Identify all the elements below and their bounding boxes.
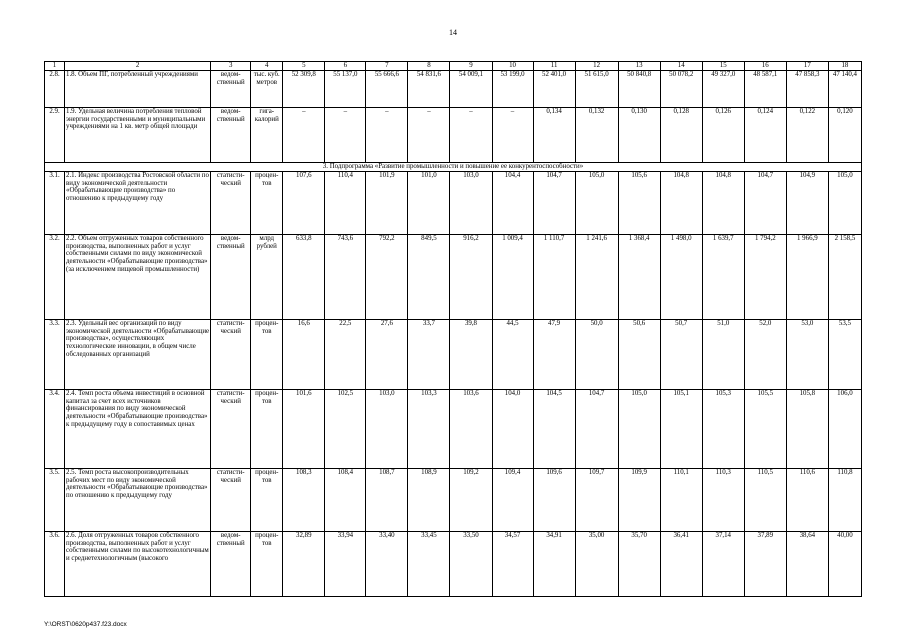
value-cell: 110,3 — [702, 469, 744, 532]
value-cell: 1 498,0 — [660, 235, 702, 320]
value-cell: 633,8 — [283, 235, 325, 320]
value-cell: 104,8 — [702, 172, 744, 235]
value-cell: 104,9 — [786, 172, 828, 235]
value-cell: 1 110,7 — [533, 235, 575, 320]
value-cell: 743,6 — [325, 235, 366, 320]
value-cell: 0,124 — [744, 108, 786, 163]
file-path-footer: Y:\ORST\0620p437.f23.docx — [44, 621, 127, 628]
value-cell: 48 587,1 — [744, 71, 786, 108]
value-cell: 103,0 — [366, 390, 408, 469]
value-cell: 53 199,0 — [492, 71, 533, 108]
table-row — [45, 390, 862, 469]
value-cell: 109,9 — [618, 469, 660, 532]
value-cell: 37,14 — [702, 532, 744, 597]
value-cell: 49 327,0 — [702, 71, 744, 108]
value-cell: 105,5 — [744, 390, 786, 469]
value-cell: 106,0 — [828, 390, 861, 469]
table-row — [45, 172, 862, 235]
column-header: 16 — [744, 62, 786, 71]
value-cell: – — [366, 108, 408, 163]
row-number: 3.5. — [45, 469, 65, 532]
value-cell: 39,8 — [450, 320, 492, 390]
value-cell: 50,7 — [660, 320, 702, 390]
value-cell: 35,00 — [575, 532, 618, 597]
value-cell: 109,4 — [492, 469, 533, 532]
value-cell: 104,7 — [533, 172, 575, 235]
value-cell: 792,2 — [366, 235, 408, 320]
value-cell: 103,6 — [450, 390, 492, 469]
value-cell: 33,7 — [408, 320, 450, 390]
row-number: 3.2. — [45, 235, 65, 320]
indicators-table — [44, 61, 862, 597]
value-cell: 105,0 — [828, 172, 861, 235]
column-header: 14 — [660, 62, 702, 71]
indicator-name: 2.6. Доля отгруженных товаров собственного производства, выполненных работ и услуг собственными силами по высокотехнологичным и среднетехнологичным (высокого — [65, 532, 211, 597]
unit-of-measure: процен-тов — [251, 172, 283, 235]
value-cell: 33,94 — [325, 532, 366, 597]
value-cell: 51,0 — [702, 320, 744, 390]
column-header: 7 — [366, 62, 408, 71]
data-source: статисти-ческий — [211, 469, 251, 532]
unit-of-measure: процен-тов — [251, 320, 283, 390]
row-number: 3.6. — [45, 532, 65, 597]
page-number: 14 — [449, 28, 457, 37]
section-row — [45, 163, 862, 172]
indicator-name: 2.5. Темп роста высокопроизводительных рабочих мест по виду экономической деятельности «Обрабатывающие производства» по отношению к предыдущему году — [65, 469, 211, 532]
value-cell: 105,8 — [786, 390, 828, 469]
value-cell: 55 666,6 — [366, 71, 408, 108]
indicator-name: 1.9. Удельная величина потребления тепловой энергии государственными и муниципальными учреждениями на 1 кв. метр общей площади — [65, 108, 211, 163]
value-cell: 103,3 — [408, 390, 450, 469]
value-cell: 102,5 — [325, 390, 366, 469]
value-cell: 27,6 — [366, 320, 408, 390]
column-header: 15 — [702, 62, 744, 71]
value-cell: 32,89 — [283, 532, 325, 597]
value-cell: 104,4 — [492, 172, 533, 235]
column-header: 12 — [575, 62, 618, 71]
value-cell: 108,4 — [325, 469, 366, 532]
data-source: ведом-ственный — [211, 235, 251, 320]
value-cell: 105,1 — [660, 390, 702, 469]
column-header: 18 — [828, 62, 861, 71]
unit-of-measure: гига-калорий — [251, 108, 283, 163]
column-header: 1 — [45, 62, 65, 71]
column-header: 10 — [492, 62, 533, 71]
table-row — [45, 235, 862, 320]
value-cell: 110,6 — [786, 469, 828, 532]
value-cell: 47 858,3 — [786, 71, 828, 108]
value-cell: 16,6 — [283, 320, 325, 390]
value-cell: 0,120 — [828, 108, 861, 163]
column-header: 17 — [786, 62, 828, 71]
indicator-name: 2.4. Темп роста объема инвестиций в основной капитал за счет всех источников финансирования по виду экономической деятельности «Обрабатывающие производства» к предыдущему году в сопоставимых ценах — [65, 390, 211, 469]
column-header: 8 — [408, 62, 450, 71]
value-cell: 2 158,5 — [828, 235, 861, 320]
value-cell: 54 009,1 — [450, 71, 492, 108]
value-cell: 1 794,2 — [744, 235, 786, 320]
value-cell: 35,70 — [618, 532, 660, 597]
unit-of-measure: процен-тов — [251, 390, 283, 469]
value-cell: – — [450, 108, 492, 163]
value-cell: 33,50 — [450, 532, 492, 597]
column-header: 11 — [533, 62, 575, 71]
table-row — [45, 108, 862, 163]
value-cell: 53,5 — [828, 320, 861, 390]
column-header: 3 — [211, 62, 251, 71]
value-cell: 1 966,9 — [786, 235, 828, 320]
value-cell: – — [325, 108, 366, 163]
data-source: статисти-ческий — [211, 320, 251, 390]
value-cell: 1 639,7 — [702, 235, 744, 320]
column-header: 2 — [65, 62, 211, 71]
value-cell: 110,4 — [325, 172, 366, 235]
value-cell: 50,6 — [618, 320, 660, 390]
value-cell: 44,5 — [492, 320, 533, 390]
value-cell: 0,126 — [702, 108, 744, 163]
value-cell: 50,0 — [575, 320, 618, 390]
table-header-row — [45, 62, 862, 71]
row-number: 3.1. — [45, 172, 65, 235]
row-number: 2.8. — [45, 71, 65, 108]
data-source: статисти-ческий — [211, 172, 251, 235]
value-cell: 1 009,4 — [492, 235, 533, 320]
value-cell: 105,0 — [575, 172, 618, 235]
row-number: 3.3. — [45, 320, 65, 390]
value-cell: – — [408, 108, 450, 163]
value-cell: – — [492, 108, 533, 163]
value-cell: 1 241,6 — [575, 235, 618, 320]
section-title: 3. Подпрограмма «Развитие промышленности и повышение ее конкурентоспособности» — [45, 163, 862, 172]
indicator-name: 2.3. Удельный вес организаций по виду экономической деятельности «Обрабатывающие производства», осуществляющих технологические инновации, в общем числе обследованных организаций — [65, 320, 211, 390]
value-cell: 108,9 — [408, 469, 450, 532]
value-cell: 0,132 — [575, 108, 618, 163]
value-cell: 105,6 — [618, 172, 660, 235]
unit-of-measure: тыс. куб. метров — [251, 71, 283, 108]
value-cell: 105,3 — [702, 390, 744, 469]
value-cell: 34,91 — [533, 532, 575, 597]
value-cell: 47 140,4 — [828, 71, 861, 108]
value-cell: 104,8 — [660, 172, 702, 235]
value-cell: 108,3 — [283, 469, 325, 532]
value-cell: 40,00 — [828, 532, 861, 597]
data-source: статисти-ческий — [211, 390, 251, 469]
value-cell: 36,41 — [660, 532, 702, 597]
value-cell: 0,122 — [786, 108, 828, 163]
value-cell: 52 401,0 — [533, 71, 575, 108]
column-header: 9 — [450, 62, 492, 71]
value-cell: 105,0 — [618, 390, 660, 469]
value-cell: 33,45 — [408, 532, 450, 597]
column-header: 5 — [283, 62, 325, 71]
value-cell: 51 615,0 — [575, 71, 618, 108]
value-cell: – — [283, 108, 325, 163]
value-cell: 47,9 — [533, 320, 575, 390]
table-row — [45, 469, 862, 532]
table-row — [45, 71, 862, 108]
value-cell: 1 368,4 — [618, 235, 660, 320]
table-row — [45, 320, 862, 390]
data-source: ведом-ственный — [211, 108, 251, 163]
data-source: ведом-ственный — [211, 532, 251, 597]
value-cell: 916,2 — [450, 235, 492, 320]
value-cell: 38,64 — [786, 532, 828, 597]
value-cell: 109,2 — [450, 469, 492, 532]
value-cell: 0,134 — [533, 108, 575, 163]
indicator-name: 2.2. Объем отгруженных товаров собственного производства, выполненных работ и услуг собственными силами по виду экономической деятельности «Обрабатывающие производства» (за исключением пищевой промышленности) — [65, 235, 211, 320]
value-cell: 104,7 — [575, 390, 618, 469]
value-cell: 50 840,8 — [618, 71, 660, 108]
unit-of-measure: процен-тов — [251, 469, 283, 532]
indicator-name: 1.8. Объем ПГ, потребленный учреждениями — [65, 71, 211, 108]
value-cell: 52,0 — [744, 320, 786, 390]
value-cell: 37,89 — [744, 532, 786, 597]
table-row — [45, 532, 862, 597]
value-cell: 0,130 — [618, 108, 660, 163]
value-cell: 53,0 — [786, 320, 828, 390]
value-cell: 107,6 — [283, 172, 325, 235]
value-cell: 55 137,0 — [325, 71, 366, 108]
value-cell: 110,8 — [828, 469, 861, 532]
value-cell: 0,128 — [660, 108, 702, 163]
column-header: 13 — [618, 62, 660, 71]
value-cell: 101,6 — [283, 390, 325, 469]
value-cell: 108,7 — [366, 469, 408, 532]
value-cell: 849,5 — [408, 235, 450, 320]
unit-of-measure: процен-тов — [251, 532, 283, 597]
value-cell: 109,6 — [533, 469, 575, 532]
column-header: 6 — [325, 62, 366, 71]
value-cell: 54 831,6 — [408, 71, 450, 108]
value-cell: 101,0 — [408, 172, 450, 235]
value-cell: 33,40 — [366, 532, 408, 597]
value-cell: 104,0 — [492, 390, 533, 469]
indicator-name: 2.1. Индекс производства Ростовской области по виду экономической деятельности «Обрабатывающие производства» по отношению к предыдущему году — [65, 172, 211, 235]
row-number: 3.4. — [45, 390, 65, 469]
column-header: 4 — [251, 62, 283, 71]
unit-of-measure: млрд рублей — [251, 235, 283, 320]
value-cell: 109,7 — [575, 469, 618, 532]
value-cell: 104,5 — [533, 390, 575, 469]
value-cell: 104,7 — [744, 172, 786, 235]
value-cell: 34,57 — [492, 532, 533, 597]
data-source: ведом-ственный — [211, 71, 251, 108]
value-cell: 52 309,8 — [283, 71, 325, 108]
value-cell: 110,5 — [744, 469, 786, 532]
value-cell: 22,5 — [325, 320, 366, 390]
value-cell: 50 078,2 — [660, 71, 702, 108]
value-cell: 110,1 — [660, 469, 702, 532]
row-number: 2.9. — [45, 108, 65, 163]
value-cell: 103,0 — [450, 172, 492, 235]
value-cell: 101,9 — [366, 172, 408, 235]
